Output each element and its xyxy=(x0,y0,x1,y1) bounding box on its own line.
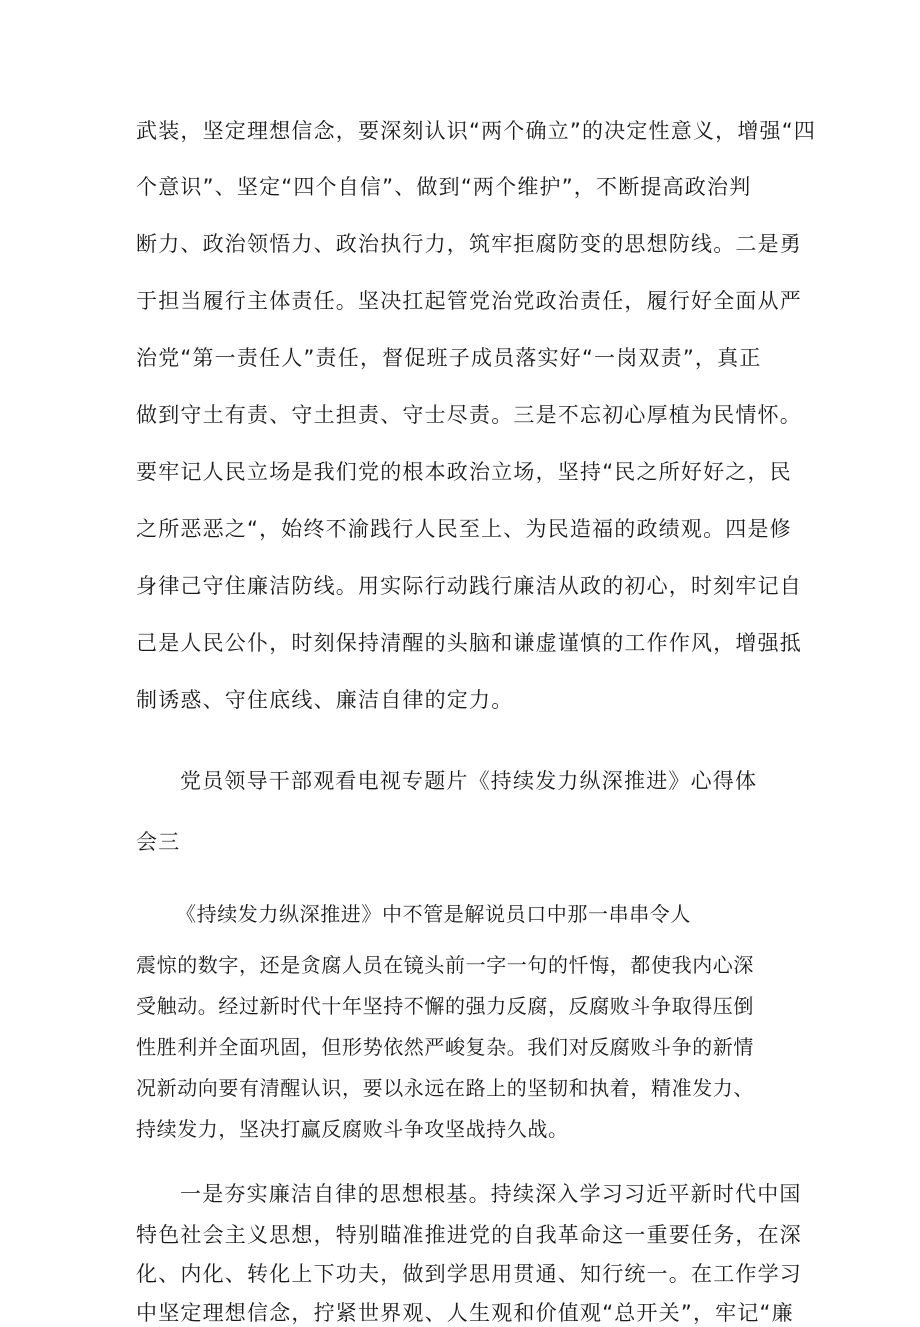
text-line: 制诱惑、守住底线、廉洁自律的定力。 xyxy=(136,688,514,712)
text-line: 性胜利并全面巩固，但形势依然严峻复杂。我们对反腐败斗争的新情 xyxy=(136,1035,754,1059)
text-line: 己是人民公仆，时刻保持清醒的头脑和谦虚谨慎的工作作风，增强抵 xyxy=(136,631,802,655)
heading-line: 党员领导干部观看电视专题片《持续发力纵深推进》心得体 xyxy=(180,769,758,793)
text-line: 身律己守住廉洁防线。用实际行动践行廉洁从政的初心，时刻牢记自 xyxy=(136,574,802,598)
text-line: 持续发力，坚决打赢反腐败斗争攻坚战持久战。 xyxy=(136,1117,569,1141)
text-line: 个意识”、坚定“四个自信”、做到“两个维护”，不断提高政治判 xyxy=(136,175,752,199)
text-line: 震惊的数字，还是贪腐人员在镜头前一字一句的忏悔，都使我内心深 xyxy=(136,953,754,977)
text-line: 化、内化、转化上下功夫，做到学思用贯通、知行统一。在工作学习 xyxy=(136,1262,802,1286)
text-line: 特色社会主义思想，特别瞄准推进党的自我革命这一重要任务，在深 xyxy=(136,1223,802,1247)
text-line: 一是夯实廉洁自律的思想根基。持续深入学习习近平新时代中国 xyxy=(180,1182,802,1206)
text-line: 治党“第一责任人”责任，督促班子成员落实好“一岗双责”，真正 xyxy=(136,346,762,370)
text-line: 之所恶恶之“，始终不渝践行人民至上、为民造福的政绩观。四是修 xyxy=(136,517,792,541)
text-line: 要牢记人民立场是我们党的根本政治立场，坚持“民之所好好之，民 xyxy=(136,460,792,484)
text-line: 中坚定理想信念，拧紧世界观、人生观和价值观“总开关”，牢记“廉 xyxy=(136,1301,794,1325)
text-line: 受触动。经过新时代十年坚持不懈的强力反腐，反腐败斗争取得压倒 xyxy=(136,994,754,1018)
text-line: 武装，坚定理想信念，要深刻认识“两个确立”的决定性意义，增强“四 xyxy=(136,119,817,143)
heading-line: 会三 xyxy=(136,830,181,854)
text-line: 于担当履行主体责任。坚决扛起管党治党政治责任，履行好全面从严 xyxy=(136,289,802,313)
text-line: 做到守土有责、守土担责、守士尽责。三是不忘初心厚植为民情怀。 xyxy=(136,403,802,427)
text-line: 断力、政治领悟力、政治执行力，筑牢拒腐防变的思想防线。二是勇 xyxy=(136,232,802,256)
text-line: 况新动向要有清醒认识，要以永远在路上的坚韧和执着，精准发力、 xyxy=(136,1076,754,1100)
text-line: 《持续发力纵深推进》中不管是解说员口中那一串串令人 xyxy=(176,902,691,926)
